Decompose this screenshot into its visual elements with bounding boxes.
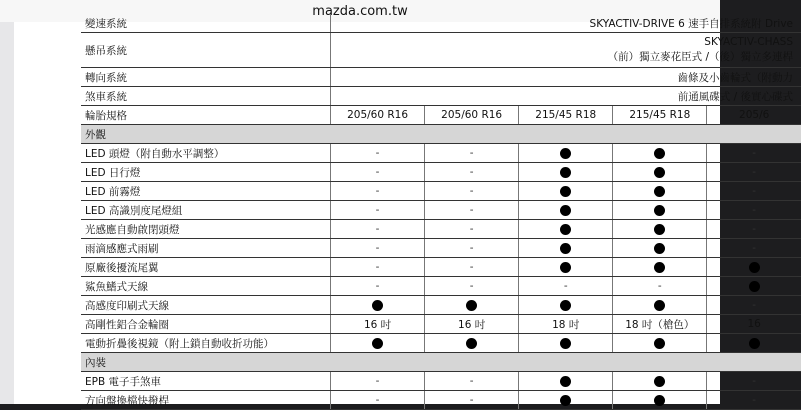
value-cell	[425, 220, 519, 239]
standard-dot-icon	[560, 338, 571, 349]
spec-table	[81, 14, 801, 410]
standard-dot-icon	[466, 338, 477, 349]
value-cell	[331, 182, 425, 201]
not-available-mark: -	[470, 166, 474, 178]
not-available-mark: -	[376, 223, 380, 235]
value-cell	[331, 334, 425, 353]
not-available-mark: -	[376, 166, 380, 178]
table-row	[81, 33, 801, 68]
not-available-mark: -	[376, 261, 380, 273]
value-cell	[519, 277, 613, 296]
value-cell	[331, 372, 425, 391]
not-available-mark: -	[752, 147, 756, 159]
table-row	[81, 87, 801, 106]
standard-dot-icon	[560, 205, 571, 216]
not-available-mark: -	[470, 394, 474, 406]
row-label: 變速系統	[81, 14, 331, 33]
value-cell	[613, 239, 707, 258]
tire-cell: 205/60 R16	[425, 106, 519, 125]
value-cell	[425, 182, 519, 201]
not-available-mark: -	[470, 147, 474, 159]
standard-dot-icon	[654, 205, 665, 216]
value-cell	[707, 296, 801, 315]
value-cell	[613, 334, 707, 353]
standard-dot-icon	[654, 224, 665, 235]
table-row	[81, 201, 801, 220]
standard-dot-icon	[654, 243, 665, 254]
value-cell	[519, 144, 613, 163]
not-available-mark: -	[470, 261, 474, 273]
row-label: LED 頭燈（附自動水平調整）	[81, 144, 331, 163]
row-value	[331, 33, 801, 68]
value-cell	[707, 372, 801, 391]
section-header	[81, 125, 801, 144]
value-cell	[425, 315, 519, 334]
value-cell	[331, 220, 425, 239]
value-cell	[707, 163, 801, 182]
value-cell	[707, 277, 801, 296]
tire-cell: 215/45 R18	[519, 106, 613, 125]
standard-dot-icon	[372, 300, 383, 311]
not-available-mark: -	[752, 223, 756, 235]
not-available-mark: -	[376, 280, 380, 292]
not-available-mark: -	[752, 185, 756, 197]
value-cell	[707, 201, 801, 220]
row-label: LED 高識別度尾燈組	[81, 201, 331, 220]
not-available-mark: -	[376, 204, 380, 216]
value-cell	[331, 315, 425, 334]
row-label: 高感度印刷式天線	[81, 296, 331, 315]
tire-cell: 205/60 R16	[331, 106, 425, 125]
value-cell	[519, 391, 613, 410]
value-cell	[425, 239, 519, 258]
not-available-mark: -	[376, 394, 380, 406]
not-available-mark: -	[470, 375, 474, 387]
row-value: 齒條及小齒輪式（附動力	[331, 68, 801, 87]
value-cell	[331, 163, 425, 182]
table-row	[81, 14, 801, 33]
tire-cell: 215/45 R18	[613, 106, 707, 125]
cell-text: 16 吋	[364, 319, 391, 331]
cell-text: 16	[748, 318, 761, 330]
cell-text: 18 吋	[552, 319, 579, 331]
url-text: mazda.com.tw	[312, 4, 407, 19]
not-available-mark: -	[470, 223, 474, 235]
value-cell	[331, 258, 425, 277]
not-available-mark: -	[470, 204, 474, 216]
row-label: LED 日行燈	[81, 163, 331, 182]
standard-dot-icon	[749, 338, 760, 349]
standard-dot-icon	[466, 300, 477, 311]
value-cell	[613, 315, 707, 334]
tire-cell: 205/6	[707, 106, 801, 125]
not-available-mark: -	[658, 280, 662, 292]
standard-dot-icon	[372, 338, 383, 349]
cell-text: 16 吋	[458, 319, 485, 331]
row-label: 方向盤換檔快撥桿	[81, 391, 331, 410]
table-row	[81, 68, 801, 87]
row-label: 輪胎規格	[81, 106, 331, 125]
standard-dot-icon	[654, 262, 665, 273]
standard-dot-icon	[560, 224, 571, 235]
not-available-mark: -	[752, 204, 756, 216]
value-cell	[519, 296, 613, 315]
row-label: 轉向系統	[81, 68, 331, 87]
value-cell	[613, 296, 707, 315]
value-cell	[707, 334, 801, 353]
row-label: LED 前霧燈	[81, 182, 331, 201]
standard-dot-icon	[560, 376, 571, 387]
standard-dot-icon	[560, 300, 571, 311]
not-available-mark: -	[564, 280, 568, 292]
value-cell	[613, 220, 707, 239]
value-cell	[613, 277, 707, 296]
standard-dot-icon	[560, 186, 571, 197]
not-available-mark: -	[470, 242, 474, 254]
value-cell	[707, 182, 801, 201]
value-cell	[519, 334, 613, 353]
row-label: 電動折疊後視鏡（附上鎖自動收折功能）	[81, 334, 331, 353]
row-label: 原廠後擾流尾翼	[81, 258, 331, 277]
value-cell	[707, 220, 801, 239]
row-label: 煞車系統	[81, 87, 331, 106]
value-cell	[331, 201, 425, 220]
section-title: 外觀	[81, 125, 801, 144]
row-label: 高剛性鋁合金輪圈	[81, 315, 331, 334]
value-cell	[613, 163, 707, 182]
table-row	[81, 182, 801, 201]
table-row	[81, 372, 801, 391]
standard-dot-icon	[560, 167, 571, 178]
standard-dot-icon	[560, 243, 571, 254]
table-row	[81, 106, 801, 125]
row-label: 光感應自動啟閉頭燈	[81, 220, 331, 239]
value-cell	[425, 277, 519, 296]
cell-text: 18 吋（槍色）	[625, 319, 694, 331]
value-cell	[331, 239, 425, 258]
value-cell	[425, 391, 519, 410]
not-available-mark: -	[752, 394, 756, 406]
value-cell	[519, 182, 613, 201]
value-cell	[425, 258, 519, 277]
not-available-mark: -	[470, 185, 474, 197]
table-row	[81, 258, 801, 277]
row-label: 雨滴感應式雨刷	[81, 239, 331, 258]
value-cell	[613, 372, 707, 391]
not-available-mark: -	[752, 299, 756, 311]
value-cell	[613, 201, 707, 220]
spec-page	[14, 22, 720, 404]
table-row	[81, 315, 801, 334]
table-row	[81, 163, 801, 182]
standard-dot-icon	[654, 186, 665, 197]
table-row	[81, 334, 801, 353]
value-cell	[707, 391, 801, 410]
value-cell	[707, 144, 801, 163]
value-cell	[613, 182, 707, 201]
value-cell	[425, 201, 519, 220]
value-cell	[613, 258, 707, 277]
value-cell	[425, 296, 519, 315]
value-cell	[331, 296, 425, 315]
section-header	[81, 353, 801, 372]
not-available-mark: -	[376, 375, 380, 387]
value-cell	[519, 315, 613, 334]
value-cell	[519, 220, 613, 239]
table-row	[81, 277, 801, 296]
standard-dot-icon	[654, 338, 665, 349]
table-row	[81, 239, 801, 258]
not-available-mark: -	[752, 375, 756, 387]
not-available-mark: -	[470, 280, 474, 292]
value-cell	[707, 258, 801, 277]
value-cell	[613, 391, 707, 410]
standard-dot-icon	[654, 395, 665, 406]
value-cell	[707, 315, 801, 334]
row-label: EPB 電子手煞車	[81, 372, 331, 391]
standard-dot-icon	[560, 148, 571, 159]
row-value: 前通風碟式 / 後實心碟式	[331, 87, 801, 106]
value-cell	[425, 372, 519, 391]
standard-dot-icon	[560, 395, 571, 406]
not-available-mark: -	[376, 242, 380, 254]
row-label: 鯊魚鰭式天線	[81, 277, 331, 296]
value-cell	[519, 372, 613, 391]
row-value-line1: SKYACTIV-CHASS	[335, 35, 793, 50]
not-available-mark: -	[752, 166, 756, 178]
section-title: 內裝	[81, 353, 801, 372]
value-cell	[331, 391, 425, 410]
standard-dot-icon	[749, 281, 760, 292]
row-value: SKYACTIV-DRIVE 6 速手自排系統附 Drive	[331, 14, 801, 33]
left-margin	[0, 22, 14, 404]
value-cell	[425, 334, 519, 353]
standard-dot-icon	[560, 262, 571, 273]
not-available-mark: -	[376, 147, 380, 159]
table-row	[81, 220, 801, 239]
standard-dot-icon	[654, 167, 665, 178]
value-cell	[519, 163, 613, 182]
value-cell	[519, 239, 613, 258]
standard-dot-icon	[749, 262, 760, 273]
value-cell	[613, 144, 707, 163]
table-row	[81, 296, 801, 315]
value-cell	[519, 258, 613, 277]
table-row	[81, 391, 801, 410]
value-cell	[519, 201, 613, 220]
standard-dot-icon	[654, 148, 665, 159]
standard-dot-icon	[654, 376, 665, 387]
not-available-mark: -	[376, 185, 380, 197]
standard-dot-icon	[654, 300, 665, 311]
table-row	[81, 144, 801, 163]
value-cell	[331, 144, 425, 163]
value-cell	[425, 144, 519, 163]
value-cell	[707, 239, 801, 258]
row-label: 懸吊系統	[81, 33, 331, 68]
not-available-mark: -	[752, 242, 756, 254]
row-value-line2: （前）獨立麥花臣式 /（後）獨立多連桿	[335, 50, 793, 65]
value-cell	[425, 163, 519, 182]
value-cell	[331, 277, 425, 296]
